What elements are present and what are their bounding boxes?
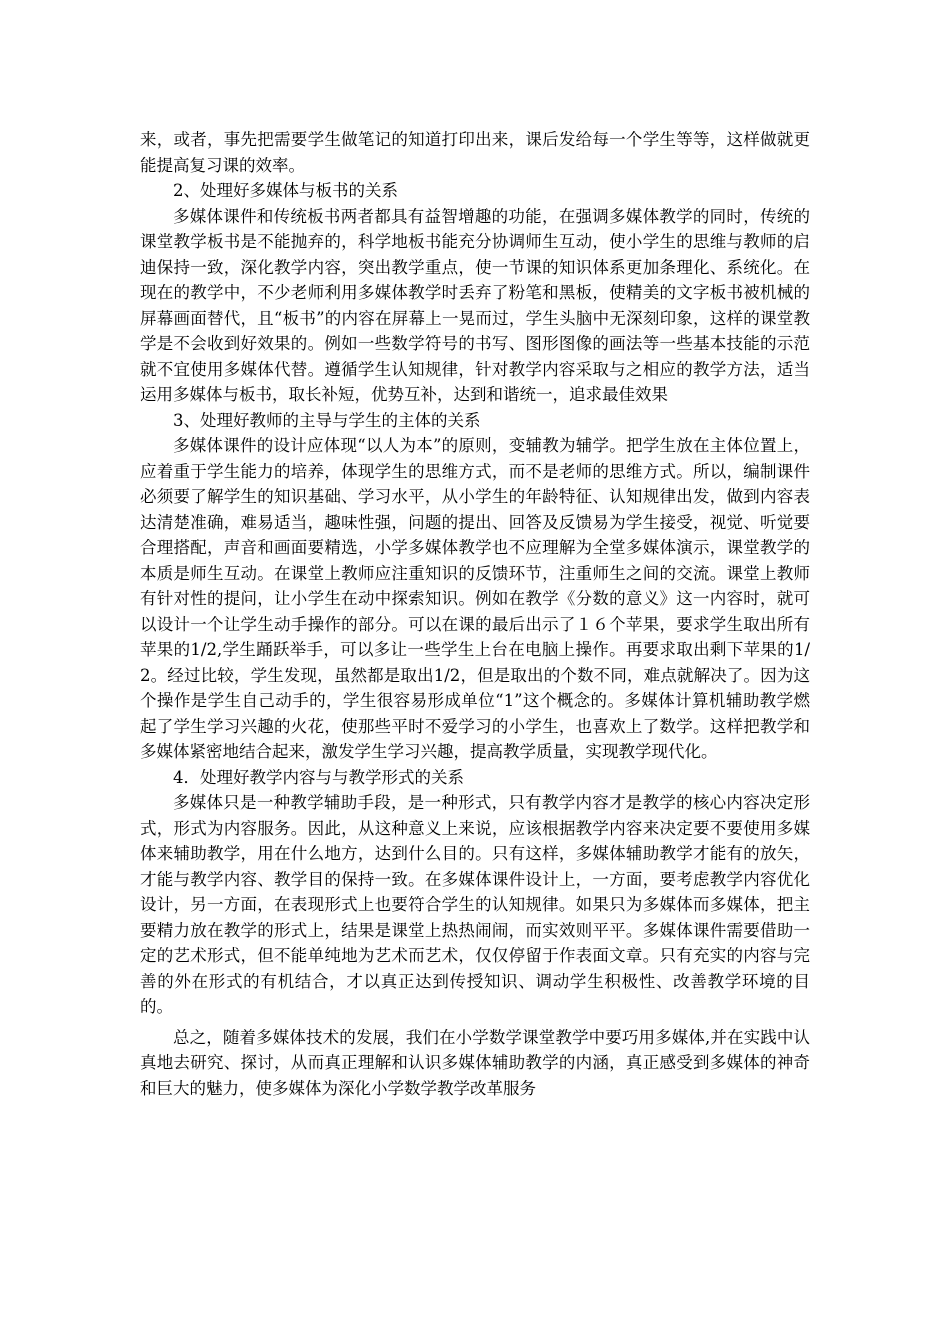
paragraph-teacher-student: 多媒体课件的设计应体现“以人为本”的原则，变辅教为辅学。把学生放在主体位置上，应着重于学生能力的培养，体现学生的思维方式，而不是老师的思维方式。所以，编制课件必须要了解学生的知识基础、学习水平，从小学生的年龄特征、认知规律出发，做到内容表达清楚准确，难易适当，趣味性强，问题的提出、回答及反馈易为学生接受，视觉、听觉要合理搭配，声音和画面要精选，小学多媒体教学也不应理解为全堂多媒体演示，课堂教学的本质是师生互动。在课堂上教师应注重知识的反馈环节，注重师生之间的交流。课堂上教师有针对性的提问，让小学生在动中探索知识。例如在教学《分数的意义》这一内容时，就可以设计一个让学生动手操作的部分。可以在课的最后出示了１６个苹果，要求学生取出所有苹果的1/2,学生踊跃举手，可以多让一些学生上台在电脑上操作。再要求取出剩下苹果的1/2。经过比较，学生发现，虽然都是取出1/2，但是取出的个数不同，难点就解决了。因为这个操作是学生自己动手的，学生很容易形成单位“1”这个概念的。多媒体计算机辅助教学燃起了学生学习兴趣的火花，使那些平时不爱学习的小学生，也喜欢上了数学。这样把教学和多媒体紧密地结合起来，激发学生学习兴趣，提高教学质量，实现教学现代化。 xyxy=(140,436,810,761)
section-heading-4: 4．处理好教学内容与与教学形式的关系 xyxy=(173,767,464,787)
paragraph-continuation: 来，或者，事先把需要学生做笔记的知道打印出来，课后发给每一个学生等等，这样做就更能提高复习课的效率。 xyxy=(140,130,810,175)
paragraph-media-blackboard: 多媒体课件和传统板书两者都具有益智增趣的功能，在强调多媒体教学的同时，传统的课堂教学板书是不能抛弃的，科学地板书能充分协调师生互动，使小学生的思维与教师的启迪保持一致，深化教学内容，突出教学重点，使一节课的知识体系更加条理化、系统化。在现在的教学中，不少老师利用多媒体教学时丢弃了粉笔和黑板，使精美的文字板书被机械的屏幕画面替代，且“板书”的内容在屏幕上一晃而过，学生头脑中无深刻印象，这样的课堂教学是不会收到好效果的。例如一些数学符号的书写、图形图像的画法等一些基本技能的示范就不宜使用多媒体代替。遵循学生认知规律，针对教学内容采取与之相应的教学方法，适当运用多媒体与板书，取长补短，优势互补，达到和谐统一，追求最佳效果 xyxy=(140,206,810,404)
section-heading-3: 3、处理好教师的主导与学生的主体的关系 xyxy=(173,410,481,430)
paragraph-conclusion: 总之，随着多媒体技术的发展，我们在小学数学课堂教学中要巧用多媒体,并在实践中认真地去研究、探讨，从而真正理解和认识多媒体辅助教学的内涵，真正感受到多媒体的神奇和巨大的魅力，使多媒体为深化小学数学教学改革服务 xyxy=(140,1027,810,1098)
section-heading-2: 2、处理好多媒体与板书的关系 xyxy=(173,181,398,200)
document-page xyxy=(140,127,810,1101)
paragraph-content-form: 多媒体只是一种教学辅助手段，是一种形式，只有教学内容才是教学的核心内容决定形式，形式为内容服务。因此，从这种意义上来说，应该根据教学内容来决定要不要使用多媒体来辅助教学，用在什么地方，达到什么目的。只有这样，多媒体辅助教学才能有的放矢，才能与教学内容、教学目的保持一致。在多媒体课件设计上，一方面，要考虑教学内容优化设计，另一方面，在表现形式上也要符合学生的认知规律。如果只为多媒体而多媒体，把主要精力放在教学的形式上，结果是课堂上热热闹闹，而实效则平平。多媒体课件需要借助一定的艺术形式，但不能单纯地为艺术而艺术，仅仅停留于作表面文章。只有充实的内容与完善的外在形式的有机结合，才以真正达到传授知识、调动学生积极性、改善教学环境的目的。 xyxy=(140,793,810,1016)
